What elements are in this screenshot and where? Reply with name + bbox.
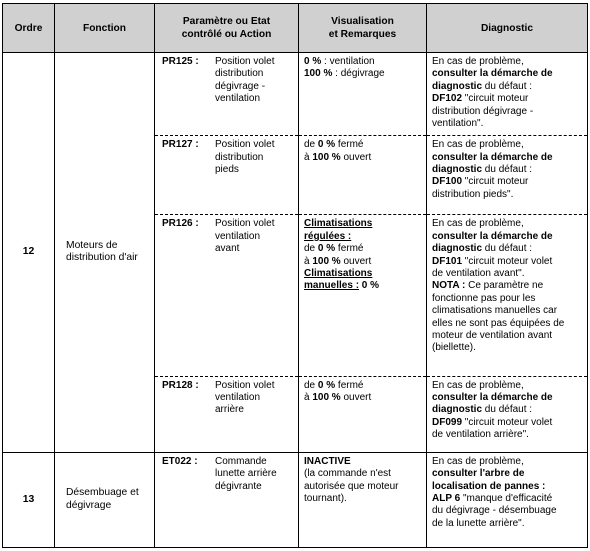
diagnostic-line bbox=[432, 481, 583, 493]
text-run: de bbox=[304, 243, 318, 255]
text-run: En cas de problème, bbox=[432, 218, 524, 230]
diagnostic-line bbox=[432, 243, 583, 255]
text-run: consulter la démarche de bbox=[432, 151, 553, 163]
parameter-code: PR125 : bbox=[162, 56, 199, 67]
parametre-entry bbox=[162, 456, 294, 493]
text-run: 100 % bbox=[312, 392, 341, 404]
parametre-entry bbox=[162, 139, 294, 176]
parameter-code: PR126 : bbox=[162, 218, 199, 230]
text-run: du défaut : bbox=[482, 163, 533, 175]
parametre-entry bbox=[162, 380, 294, 417]
diagnostic-line bbox=[432, 231, 583, 243]
parameter-label bbox=[215, 380, 294, 417]
visualisation-line bbox=[304, 256, 422, 268]
diagnostic-line bbox=[432, 456, 583, 468]
text-run: En cas de problème, bbox=[432, 455, 524, 467]
diagnostic-cell bbox=[427, 376, 588, 452]
visualisation-line bbox=[304, 268, 422, 280]
text-run: "circuit moteur volet bbox=[462, 255, 553, 267]
text-run: tournant). bbox=[304, 492, 347, 504]
diagnostic-table bbox=[2, 3, 588, 548]
text-run: "circuit moteur volet bbox=[462, 416, 553, 428]
diagnostic-line bbox=[432, 56, 583, 68]
parameter-label-line: distribution bbox=[215, 68, 264, 80]
text-run: 0 % bbox=[317, 243, 336, 255]
text-run: "circuit moteur bbox=[462, 93, 529, 105]
text-run: 100 % bbox=[312, 255, 341, 267]
text-run: 0 % bbox=[317, 139, 336, 151]
parameter-label bbox=[215, 139, 294, 176]
header-ordre: Ordre bbox=[3, 4, 55, 53]
text-run: DF101 bbox=[432, 255, 463, 267]
text-run: 0 % bbox=[304, 56, 322, 67]
text-run: manuelles : bbox=[304, 280, 360, 292]
diagnostic-line bbox=[432, 417, 583, 429]
diagnostic-line bbox=[432, 293, 583, 305]
parameter-label-line: arrière bbox=[215, 404, 244, 416]
header-diagnostic: Diagnostic bbox=[427, 4, 588, 53]
parameter-label-line: distribution bbox=[215, 151, 264, 163]
text-run: ouvert bbox=[340, 151, 372, 163]
text-run: de la lunette arrière". bbox=[432, 517, 525, 529]
fonction-cell bbox=[55, 53, 155, 453]
visualisation-cell bbox=[299, 53, 427, 136]
text-run: "circuit moteur bbox=[462, 176, 529, 188]
parameter-label bbox=[215, 56, 294, 106]
text-run: régulées : bbox=[304, 230, 352, 242]
visualisation-line bbox=[304, 392, 422, 404]
text-run: à bbox=[304, 392, 313, 404]
diagnostic-line bbox=[432, 164, 583, 176]
diagnostic-line bbox=[432, 81, 583, 93]
text-run: En cas de problème, bbox=[432, 56, 524, 67]
text-run: DF102 bbox=[432, 93, 463, 105]
text-run: fermé bbox=[335, 379, 364, 391]
table-row bbox=[3, 452, 588, 547]
text-run: diagnostic bbox=[432, 80, 483, 92]
text-run: consulter l'arbre de bbox=[432, 468, 525, 480]
text-run: (biellette). bbox=[432, 342, 476, 354]
text-run: En cas de problème, bbox=[432, 379, 524, 391]
table-row bbox=[3, 53, 588, 136]
diagnostic-cell bbox=[427, 215, 588, 376]
text-run: du défaut : bbox=[482, 243, 533, 255]
text-run: de bbox=[304, 379, 318, 391]
parameter-label-line: Position volet bbox=[215, 218, 275, 230]
text-run: distribution dégivrage - bbox=[432, 105, 534, 117]
parameter-label bbox=[215, 218, 294, 255]
parameter-code: PR127 : bbox=[162, 139, 199, 151]
diagnostic-line bbox=[432, 429, 583, 441]
parameter-code: ET022 : bbox=[162, 455, 198, 467]
diagnostic-line bbox=[432, 280, 583, 292]
text-run: ouvert bbox=[340, 392, 372, 404]
text-run: diagnostic bbox=[432, 404, 483, 416]
text-run: autorisée que moteur bbox=[304, 480, 399, 492]
parameter-label-line: Commande bbox=[215, 455, 267, 467]
text-run: de ventilation arrière". bbox=[432, 429, 529, 441]
diagnostic-line bbox=[432, 118, 583, 130]
visualisation-line bbox=[304, 468, 422, 480]
header-parametre-line: Paramètre ou Etat bbox=[182, 16, 271, 27]
text-run: à bbox=[304, 151, 313, 163]
text-run: 100 % bbox=[304, 68, 333, 80]
text-run: de ventilation avant". bbox=[432, 267, 525, 279]
visualisation-line bbox=[304, 481, 422, 493]
visualisation-cell bbox=[299, 215, 427, 376]
diagnostic-line bbox=[432, 106, 583, 118]
header-visualisation-line: et Remarques bbox=[328, 29, 397, 40]
visualisation-line bbox=[304, 456, 422, 468]
diagnostic-line bbox=[432, 505, 583, 517]
header-parametre bbox=[155, 4, 299, 53]
visualisation-line bbox=[304, 380, 422, 392]
parametre-cell bbox=[155, 376, 299, 452]
visualisation-cell bbox=[299, 376, 427, 452]
visualisation-line bbox=[304, 280, 422, 292]
ordre-cell: 12 bbox=[3, 53, 55, 453]
text-run: localisation de pannes : bbox=[432, 480, 546, 492]
header-parametre-line: contrôlé ou Action bbox=[181, 29, 272, 40]
text-run: fermé bbox=[335, 243, 364, 255]
text-run: consulter la démarche de bbox=[432, 68, 553, 80]
diagnostic-line bbox=[432, 68, 583, 80]
diagnostic-cell bbox=[427, 53, 588, 136]
text-run: En cas de problème, bbox=[432, 139, 524, 151]
visualisation-line bbox=[304, 56, 422, 68]
visualisation-cell bbox=[299, 452, 427, 547]
text-run: 0 % bbox=[359, 280, 380, 292]
diagnostic-line bbox=[432, 493, 583, 505]
parameter-label-line: ventilation bbox=[215, 230, 261, 242]
text-run: : ventilation bbox=[321, 56, 375, 67]
fonction-line: distribution d'air bbox=[66, 252, 138, 264]
visualisation-line bbox=[304, 231, 422, 243]
fonction-line: Moteurs de bbox=[66, 239, 118, 251]
diagnostic-line bbox=[432, 330, 583, 342]
parameter-label bbox=[215, 456, 294, 493]
header-fonction: Fonction bbox=[55, 4, 155, 53]
parameter-label-line: Position volet bbox=[215, 56, 275, 67]
diagnostic-line bbox=[432, 176, 583, 188]
text-run: ventilation". bbox=[432, 118, 484, 130]
visualisation-line bbox=[304, 218, 422, 230]
text-run: du dégivrage - désembuage bbox=[432, 505, 557, 517]
fonction-line: Désembuage et bbox=[66, 487, 139, 499]
text-run: 100 % bbox=[312, 151, 341, 163]
text-run: "manque d'efficacité bbox=[460, 492, 553, 504]
parameter-label-line: Position volet bbox=[215, 379, 275, 391]
visualisation-line bbox=[304, 243, 422, 255]
text-run: (la commande n'est bbox=[304, 468, 391, 480]
parametre-cell bbox=[155, 215, 299, 376]
parameter-label-line: ventilation bbox=[215, 392, 261, 404]
visualisation-line bbox=[304, 152, 422, 164]
diagnostic-line bbox=[432, 404, 583, 416]
header-row bbox=[3, 4, 588, 53]
diagnostic-line bbox=[432, 392, 583, 404]
parameter-label-line: pieds bbox=[215, 163, 239, 175]
text-run: de bbox=[304, 139, 318, 151]
text-run: du défaut : bbox=[482, 404, 533, 416]
diagnostic-line bbox=[432, 189, 583, 201]
parameter-label-line: dégivrage - bbox=[215, 80, 266, 92]
text-run: 0 % bbox=[317, 379, 336, 391]
visualisation-cell bbox=[299, 136, 427, 215]
parametre-entry bbox=[162, 218, 294, 255]
diagnostic-line bbox=[432, 218, 583, 230]
text-run: diagnostic bbox=[432, 163, 483, 175]
text-run: fonctionne pas pour les bbox=[432, 292, 536, 304]
parameter-code: PR128 : bbox=[162, 379, 199, 391]
diagnostic-line bbox=[432, 305, 583, 317]
diagnostic-line bbox=[432, 256, 583, 268]
text-run: Climatisations bbox=[304, 267, 373, 279]
diagnostic-cell bbox=[427, 136, 588, 215]
text-run: DF099 bbox=[432, 416, 463, 428]
diagnostic-line bbox=[432, 139, 583, 151]
header-visualisation bbox=[299, 4, 427, 53]
text-run: fermé bbox=[335, 139, 364, 151]
text-run: INACTIVE bbox=[304, 455, 351, 467]
diagnostic-line bbox=[432, 318, 583, 330]
text-run: moteur de ventilation avant bbox=[432, 329, 553, 341]
text-run: climatisations manuelles car bbox=[432, 305, 558, 317]
text-run: elles ne sont pas équipées de bbox=[432, 317, 565, 329]
diagnostic-line bbox=[432, 518, 583, 530]
visualisation-line bbox=[304, 493, 422, 505]
text-run: : dégivrage bbox=[332, 68, 385, 80]
parameter-label-line: dégivrante bbox=[215, 480, 262, 492]
diagnostic-line bbox=[432, 380, 583, 392]
parameter-label-line: ventilation bbox=[215, 93, 261, 105]
parameter-label-line: avant bbox=[215, 243, 240, 255]
text-run: NOTA : bbox=[432, 280, 466, 292]
diagnostic-line bbox=[432, 93, 583, 105]
parametre-cell bbox=[155, 136, 299, 215]
parameter-label-line: Position volet bbox=[215, 139, 275, 151]
ordre-cell: 13 bbox=[3, 452, 55, 547]
fonction-line: dégivrage bbox=[66, 499, 112, 511]
text-run: distribution pieds". bbox=[432, 188, 514, 200]
text-run: Ce paramètre ne bbox=[465, 280, 544, 292]
text-run: Climatisations bbox=[304, 218, 373, 230]
text-run: DF100 bbox=[432, 176, 463, 188]
text-run: ouvert bbox=[340, 255, 372, 267]
visualisation-line bbox=[304, 139, 422, 151]
text-run: consulter la démarche de bbox=[432, 230, 553, 242]
diagnostic-line bbox=[432, 468, 583, 480]
fonction-cell bbox=[55, 452, 155, 547]
text-run: ALP 6 bbox=[432, 492, 461, 504]
diagnostic-line bbox=[432, 268, 583, 280]
parametre-cell bbox=[155, 452, 299, 547]
diagnostic-line bbox=[432, 342, 583, 354]
parametre-cell bbox=[155, 53, 299, 136]
diagnostic-line bbox=[432, 152, 583, 164]
text-run: du défaut : bbox=[482, 80, 533, 92]
parameter-label-line: lunette arrière bbox=[215, 468, 277, 480]
parametre-entry bbox=[162, 56, 294, 106]
header-visualisation-line: Visualisation bbox=[331, 16, 394, 27]
diagnostic-cell bbox=[427, 452, 588, 547]
text-run: diagnostic bbox=[432, 243, 483, 255]
text-run: à bbox=[304, 255, 313, 267]
visualisation-line bbox=[304, 68, 422, 80]
text-run: consulter la démarche de bbox=[432, 392, 553, 404]
